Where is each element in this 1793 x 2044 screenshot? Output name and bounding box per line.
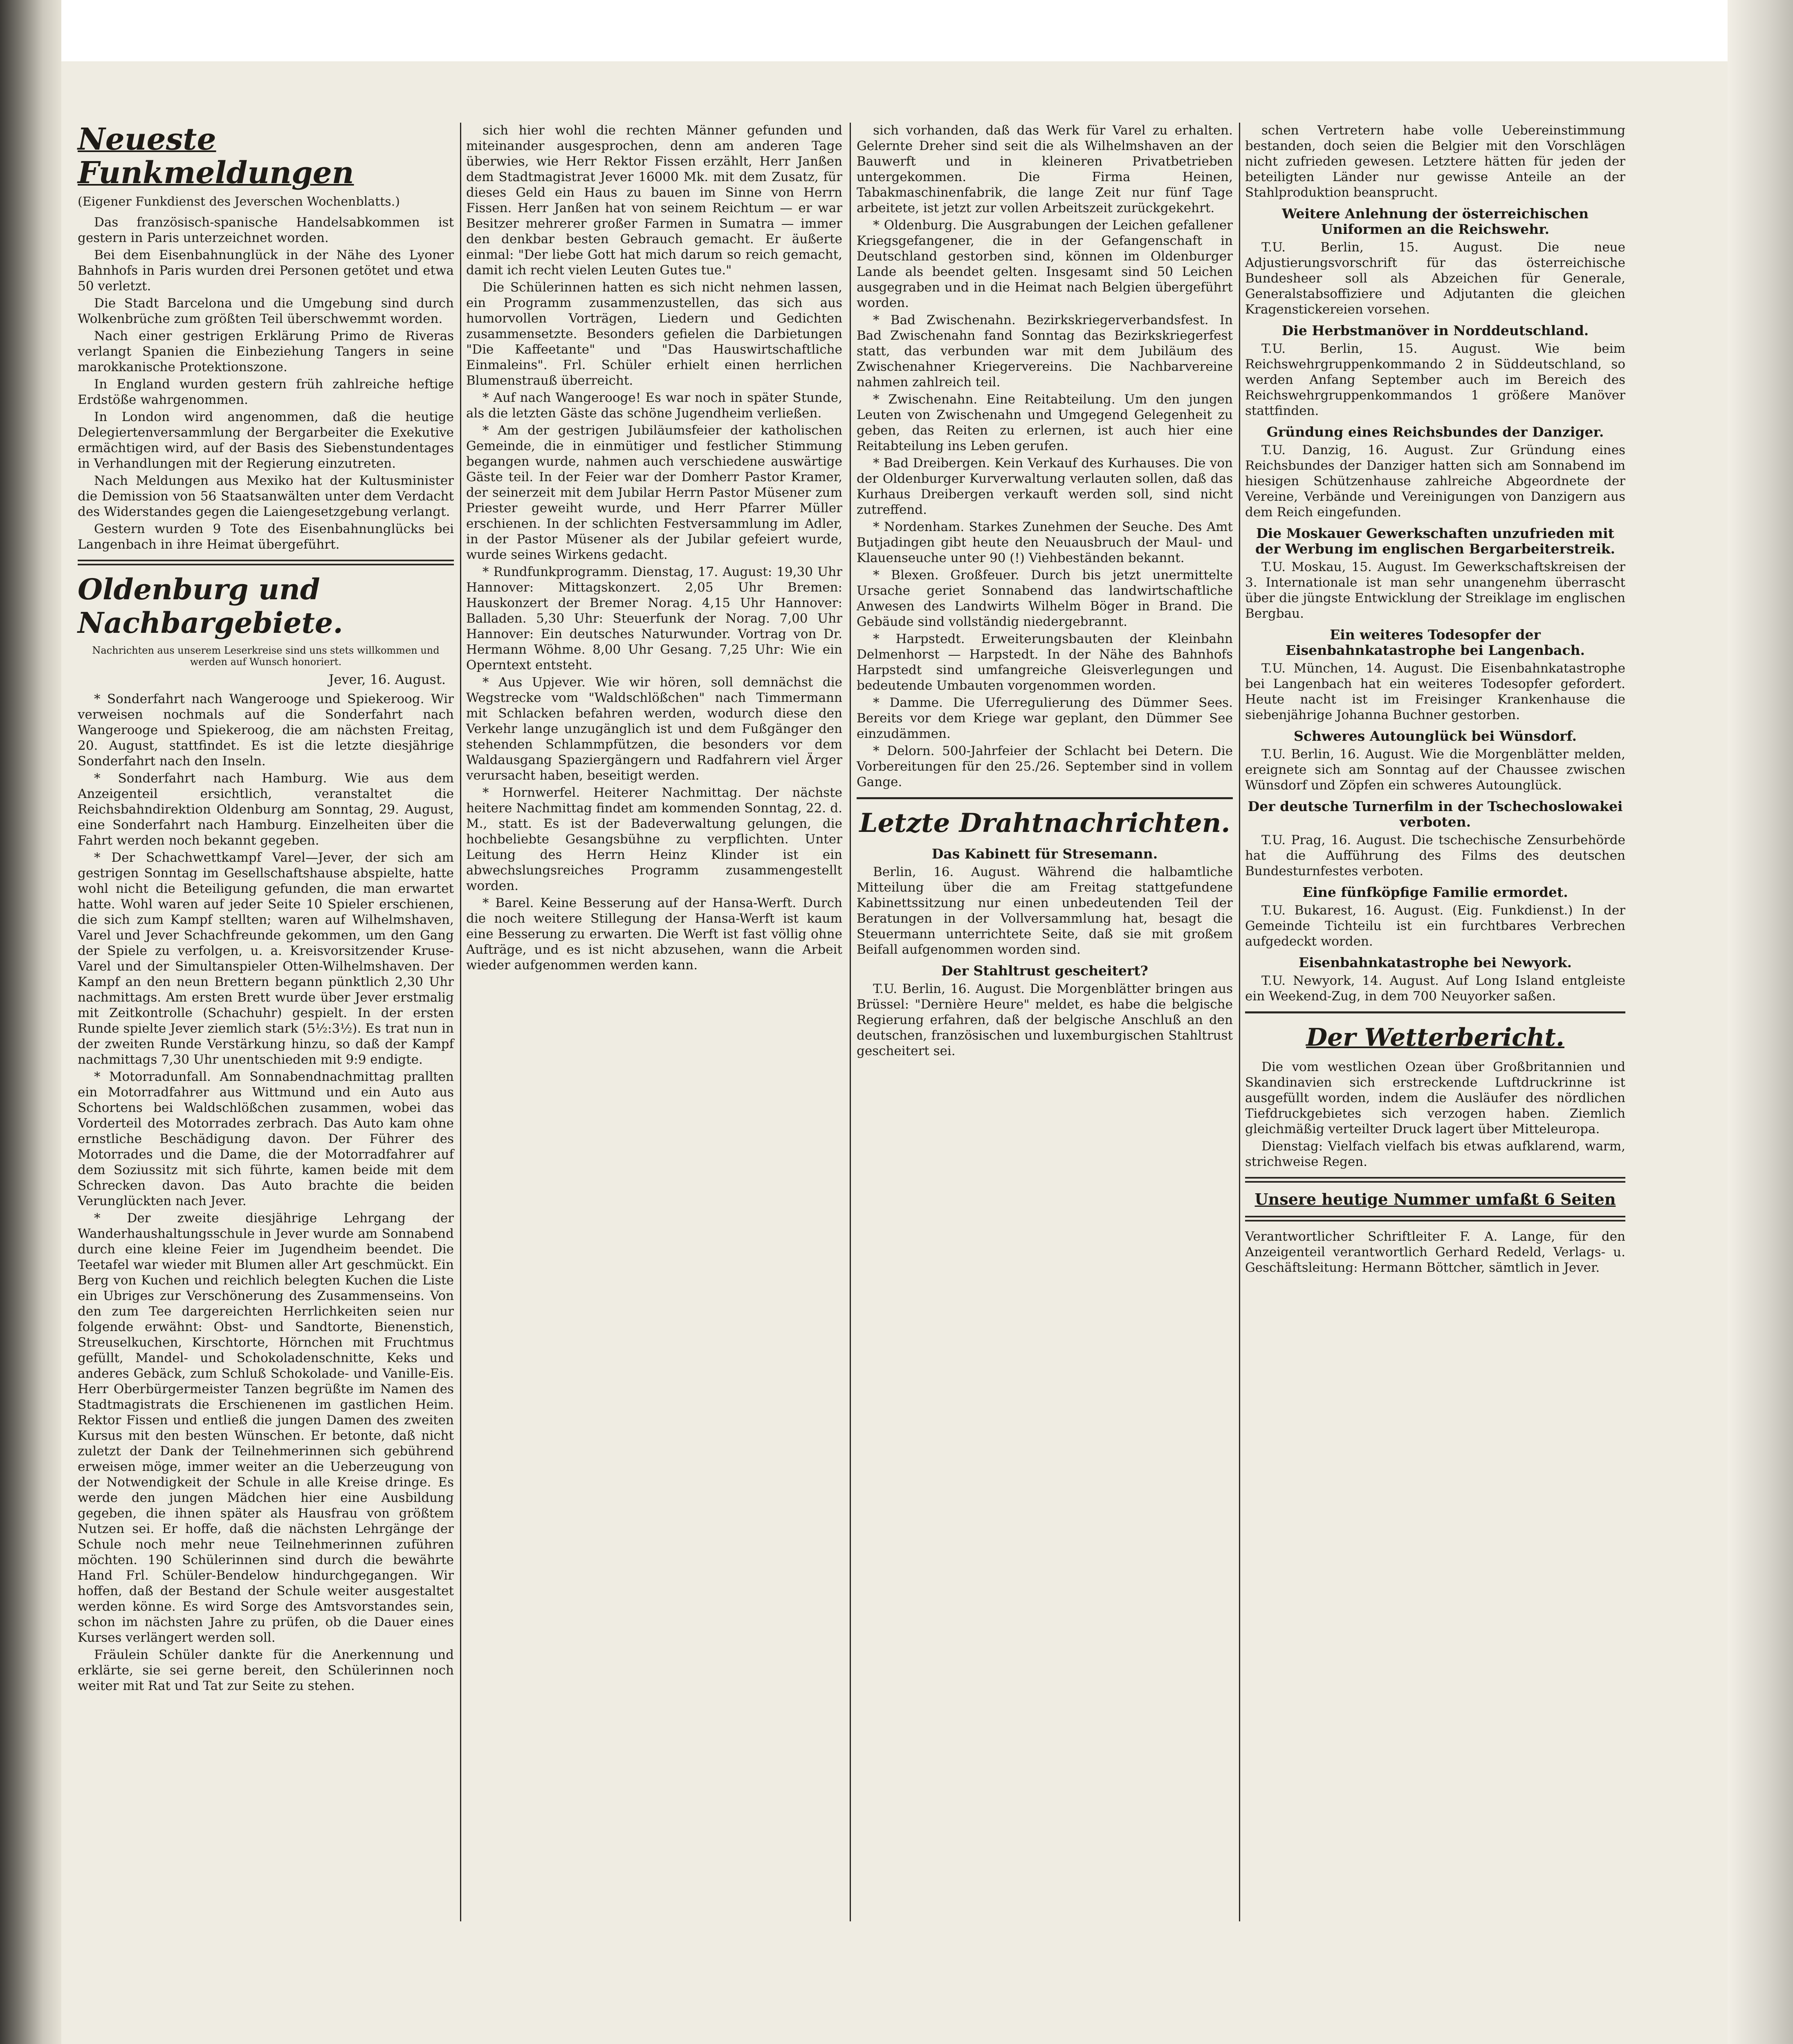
- scan-right-edge: [1728, 0, 1793, 2044]
- paragraph: sich vorhanden, daß das Werk für Varel zu erhalten. Gelernte Dreher sind seit die als Wilhelmshaven an der Bauwerft und in kleineren Privatbetrieben untergekommen. Die Firma Heinen, Tabakmaschinenfabrik, die lange Zeit nur fünf Tage arbeitete, ist jetzt zur vollen Arbeitszeit zurückgekehrt.: [857, 123, 1233, 215]
- paragraph: Fräulein Schüler dankte für die Anerkennung und erklärte, sie sei gerne bereit, den Schülerinnen noch weiter mit Rat und Tat zur Seite zu stehen.: [78, 1647, 454, 1693]
- paragraph: Nach Meldungen aus Mexiko hat der Kultusminister die Demission von 56 Staatsanwälten unter dem Verdacht des Widerstandes gegen die Laiengesetzgebung verlangt.: [78, 473, 454, 519]
- reader-note: Nachrichten aus unserem Leserkreise sind uns stets willkommen und werden auf Wunsch honoriert.: [92, 645, 440, 668]
- paragraph: * Motorradunfall. Am Sonnabendnachmittag prallten ein Motorradfahrer aus Wittmund und ein Auto aus Schortens bei Waldschlößchen zusammen, wobei das Vorderteil des Motorrades zerbrach. Das Auto kam ohne ernstliche Beschädigung davon. Der Führer des Motorrades und die Dame, die der Motorradfahrer auf dem Soziussitz mit sich führte, kamen beide mit dem Schrecken davon. Das Auto brachte die beiden Verunglückten nach Jever.: [78, 1069, 454, 1208]
- subhead: Die Moskauer Gewerkschaften unzufrieden mit der Werbung im englischen Bergarbeiterstreik.: [1255, 525, 1615, 557]
- forecast: Dienstag: Vielfach vielfach bis etwas aufklarend, warm, strichweise Regen.: [1245, 1139, 1625, 1169]
- funkmeldungen-body: [78, 215, 454, 552]
- paragraph: T.U. Berlin, 16. August. Die Morgenblätter bringen aus Brüssel: "Dernière Heure" meldet, es habe die belgische Regierung erfahren, daß der belgische Anschluß an den deutschen, französischen und luxemburgischen Stahltrust gescheitert sei.: [857, 982, 1233, 1058]
- paragraph: Das französisch-spanische Handelsabkommen ist gestern in Paris unterzeichnet worden.: [78, 215, 454, 245]
- paragraph: * Zwischenahn. Eine Reitabteilung. Um den jungen Leuten von Zwischenahn und Umgegend Gelegenheit zu geben, das Reiten zu erlernen, ist auch hier eine Reitabteilung ins Leben gerufen.: [857, 392, 1233, 453]
- subhead: Weitere Anlehnung der österreichischen Uniformen an die Reichswehr.: [1281, 206, 1589, 237]
- section-divider: [1245, 1177, 1625, 1183]
- paragraph: * Sonderfahrt nach Hamburg. Wie aus dem Anzeigenteil ersichtlich, veranstaltet die Reichsbahndirektion Oldenburg am Sonntag, 29. August, eine Sonderfahrt nach Hamburg. Einzelheiten über die Fahrt werden noch bekannt gegeben.: [78, 771, 454, 848]
- cabinet-subhead: Das Kabinett für Stresemann.: [931, 846, 1158, 862]
- paragraph: * Am der gestrigen Jubiläumsfeier der katholischen Gemeinde, die in einmütiger und festlicher Stimmung begangen wurde, nahmen auch verschiedene auswärtige Gäste teil. In der Feier war der Domherr Pastor Kramer, der seinerzeit mit dem Jubilar Herrn Pastor Müsener zum Priester geweiht wurde, und Herr Pfarrer Müller erschienen. In der schlichten Festversammlung im Adler, in der Pastor Müsener als der Jubilar gefeiert wurde, wurde seines Wirkens gedacht.: [466, 423, 842, 562]
- column-3: [857, 123, 1233, 1060]
- weather-body: [1245, 1059, 1625, 1170]
- column-rule: [460, 123, 461, 1921]
- imprint: Verantwortlicher Schriftleiter F. A. Lange, für den Anzeigenteil verantwortlich Gerhard Redeld, Verlags- u. Geschäftsleitung: Hermann Böttcher, sämtlich in Jever.: [1245, 1229, 1625, 1275]
- subhead: Der deutsche Turnerfilm in der Tschechoslowakei verboten.: [1248, 798, 1623, 830]
- subhead: Ein weiteres Todesopfer der Eisenbahnkatastrophe bei Langenbach.: [1285, 627, 1585, 658]
- oldenburg-body: [78, 691, 454, 1694]
- paragraph: T.U. Danzig, 16. August. Zur Gründung eines Reichsbundes der Danziger hatten sich am Sonnabend im hiesigen Schützenhause zahlreiche Abgeordnete der Vereine, Verbände und Vereinigungen von Danzigern aus dem Reich eingefunden.: [1245, 443, 1625, 520]
- paragraph: T.U. Berlin, 15. August. Wie beim Reichswehrgruppenkommando 2 in Süddeutschland, so werden Anfang September auch im Bereich des Reichswehrgruppenkommandos 1 größere Manöver stattfinden.: [1245, 341, 1625, 418]
- paragraph: Die Stadt Barcelona und die Umgebung sind durch Wolkenbrüche zum größten Teil überschwemmt worden.: [78, 296, 454, 326]
- section-divider: [1245, 1216, 1625, 1221]
- paragraph: * Sonderfahrt nach Wangerooge und Spiekeroog. Wir verweisen nochmals auf die Sonderfahrt nach Wangerooge und Spiekeroog, die am nächsten Freitag, 20. August, stattfindet. Es ist die letzte diesjährige Sonderfahrt nach den Inseln.: [78, 692, 454, 769]
- column-2: [466, 123, 842, 975]
- paragraph: T.U. Newyork, 14. August. Auf Long Island entgleiste ein Weekend-Zug, in dem 700 Neuyorker saßen.: [1245, 973, 1625, 1004]
- paragraph: * Barel. Keine Besserung auf der Hansa-Werft. Durch die noch weitere Stillegung der Hansa-Werft ist kaum eine Besserung zu erwarten. Die Werft ist fast völlig ohne Aufträge, und es ist nicht abzusehen, wann die Arbeit wieder aufgenommen werden kann.: [466, 896, 842, 973]
- paragraph: T.U. Berlin, 16. August. Wie die Morgenblätter melden, ereignete sich am Sonntag auf der Chaussee zwischen Wünsdorf und Zöpfen ein schweres Autounglück.: [1245, 747, 1625, 793]
- subhead: Eine fünfköpfige Familie ermordet.: [1302, 884, 1568, 900]
- column-4: [1245, 123, 1625, 1275]
- paragraph: * Hornwerfel. Heiterer Nachmittag. Der nächste heitere Nachmittag findet am kommenden Sonntag, 22. d. M., statt. Es ist der Badeverwaltung gelungen, die hochbeliebte Gesangsbühne zu verpflichten. Unter Leitung des Herrn Heinz Klinder ist ein abwechslungsreiches Programm zusammengestellt worden.: [466, 785, 842, 893]
- paragraph: * Blexen. Großfeuer. Durch bis jetzt unermittelte Ursache geriet Sonnabend das landwirtschaftliche Anwesen des Landwirts Wilhelm Böger in Brand. Die Gebäude sind vollständig niedergebrannt.: [857, 568, 1233, 629]
- paragraph: Die vom westlichen Ozean über Großbritannien und Skandinavien sich erstreckende Luftdruckrinne ist ausgefüllt worden, indem die Ausläufer des nördlichen Tiefdruckgebietes sich verzogen haben. Ziemlich gleichmäßig verteilter Druck lagert über Mitteleuropa.: [1245, 1060, 1625, 1136]
- paragraph: * Bad Dreibergen. Kein Verkauf des Kurhauses. Die von der Oldenburger Kurverwaltung verlauten sollen, daß das Kurhaus Dreibergen verkauft werden soll, sind nicht zutreffend.: [857, 456, 1233, 517]
- subhead: Eisenbahnkatastrophe bei Newyork.: [1299, 955, 1572, 970]
- paragraph: * Der Schachwettkampf Varel—Jever, der sich am gestrigen Sonntag im Gesellschaftshause abspielte, hatte wohl nicht die Beteiligung gefunden, die man erwartet hatte. Wohl waren auf jeder Seite 10 Spieler erschienen, die sich zum Kampf stellten; waren auf Wilhelmshaven, Varel und Jever Schachfreunde gekommen, um den Gang der Spiele zu verfolgen, u. a. Kreisvorsitzender Kruse-Varel und der Simultanspieler Otten-Wilhelmshaven. Der Kampf an den neun Brettern begann pünktlich 2,30 Uhr nachmittags. Am ersten Brett wurde über Jever erstmalig mit Zeitkontrolle (Schachuhr) gespielt. In der ersten Runde spielte Jever ziemlich stark (5½:3½). Es trat nun in der zweiten Runde Verstärkung hinzu, so daß der Kampf nachmittags 7,30 Uhr unentschieden mit 9:9 endigte.: [78, 850, 454, 1067]
- paragraph: Bei dem Eisenbahnunglück in der Nähe des Lyoner Bahnhofs in Paris wurden drei Personen getötet und etwa 50 verletzt.: [78, 248, 454, 294]
- paragraph: T.U. Moskau, 15. August. Im Gewerkschaftskreisen der 3. Internationale ist man sehr unangenehm überrascht über die jüngste Entwicklung der Streiklage im englischen Bergbau.: [1245, 560, 1625, 621]
- scan-binding-edge: [0, 0, 61, 2044]
- paragraph: Die Schülerinnen hatten es sich nicht nehmen lassen, ein Programm zusammenzustellen, das sich aus humorvollen Vorträgen, Liedern und Gedichten zusammensetzte. Besonders gefielen die Darbietungen "Die Kaffeetante" und "Das Hauswirtschaftliche Einmaleins". Frl. Schüler erhielt einen herrlichen Blumenstrauß überreicht.: [466, 280, 842, 388]
- paragraph: * Auf nach Wangerooge! Es war noch in später Stunde, als die letzten Gäste das schöne Jugendheim verließen.: [466, 390, 842, 421]
- section-divider: [78, 560, 454, 565]
- page-count-notice: Unsere heutige Nummer umfaßt 6 Seiten: [1254, 1190, 1616, 1208]
- column-1: [78, 123, 454, 1695]
- paragraph: T.U. Prag, 16. August. Die tschechische Zensurbehörde hat die Aufführung des Films des deutschen Bundesturnfestes verboten.: [1245, 833, 1625, 879]
- oldenburg-title: Oldenburg und Nachbargebiete.: [78, 572, 343, 640]
- drahtnachrichten-body: [857, 864, 1233, 1059]
- column-rule: [850, 123, 851, 1921]
- paragraph: T.U. Berlin, 15. August. Die neue Adjustierungsvorschrift für das österreichische Bundesheer soll als Abzeichen für Generale, Generalstabsoffiziere und Adjutanten die gleichen Kragenstickereien vorsehen.: [1245, 240, 1625, 317]
- column-rule: [1239, 123, 1240, 1921]
- paragraph: schen Vertretern habe volle Uebereinstimmung bestanden, doch seien die Belgier mit den Vorschlägen nicht zufrieden gewesen. Letztere hätten für jeden der beteiligten Länder nur gewisse Anteile an der Stahlproduktion beansprucht.: [1245, 123, 1625, 200]
- drahtnachrichten-title: Letzte Drahtnachrichten.: [859, 808, 1230, 838]
- section-divider: [857, 797, 1233, 799]
- paragraph: sich hier wohl die rechten Männer gefunden und miteinander ausgesprochen, denn am anderen Tage überwies, wie Herr Rektor Fissen erzählt, Herr Janßen dem Stadtmagistrat Jever 16000 Mk. mit dem Zusatz, für dieses Geld ein Haus zu bauen im Sinne von Herrn Fissen. Herr Janßen hat von seinem Reichtum — er war Besitzer mehrerer großer Farmen in Sumatra — immer den denkbar besten Gebrauch gemacht. Er äußerte einmal: "Der liebe Gott hat mich darum so reich gemacht, damit ich recht vielen Leuten Gutes tue.": [466, 123, 842, 278]
- dateline: Jever, 16. August.: [328, 672, 446, 687]
- paragraph: Nach einer gestrigen Erklärung Primo de Riveras verlangt Spanien die Einbeziehung Tangers in seine marokkanische Protektionszone.: [78, 329, 454, 374]
- paragraph: * Harpstedt. Erweiterungsbauten der Kleinbahn Delmenhorst — Harpstedt. In der Nähe des Bahnhofs Harpstedt sind umfangreiche Gleisverlegungen und bedeutende Umbauten vorgenommen worden.: [857, 632, 1233, 693]
- paragraph: * Rundfunkprogramm. Dienstag, 17. August: 19,30 Uhr Hannover: Mittagskonzert. 2,05 Uhr Bremen: Hauskonzert der Bremer Norag. 4,15 Uhr Hannover: Balladen. 5,30 Uhr: Steuerfunk der Norag. 7,00 Uhr Hannover: Ein deutsches Naturwunder. Vortrag von Dr. Hermann Wöhme. 8,00 Uhr Gesang. 7,25 Uhr: Wie ein Operntext entsteht.: [466, 565, 842, 672]
- paragraph: * Bad Zwischenahn. Bezirkskriegerverbandsfest. In Bad Zwischenahn fand Sonntag das Bezirkskriegerfest statt, das verbunden war mit dem Jubiläum des Zwischenahner Kriegervereins. Die Nachbarvereine nahmen zahlreich teil.: [857, 313, 1233, 390]
- column-3-body: [857, 123, 1233, 790]
- paragraph: In England wurden gestern früh zahlreiche heftige Erdstöße wahrgenommen.: [78, 377, 454, 407]
- paragraph: * Oldenburg. Die Ausgrabungen der Leichen gefallener Kriegsgefangener, die in der Gefangenschaft in Deutschland gestorben sind, können im Oldenburger Lande als beendet gelten. Insgesamt sind 50 Leichen ausgegraben und in die Heimat nach Belgien übergeführt worden.: [857, 218, 1233, 310]
- subhead: Gründung eines Reichsbundes der Danziger.: [1266, 424, 1604, 440]
- paragraph: T.U. München, 14. August. Die Eisenbahnkatastrophe bei Langenbach hat ein weiteres Todesopfer gefordert. Heute nacht ist im Freisinger Krankenhause die siebenjährige Johanna Buchner gestorben.: [1245, 661, 1625, 722]
- weather-title: Der Wetterbericht.: [1306, 1023, 1564, 1052]
- subhead: Schweres Autounglück bei Wünsdorf.: [1293, 728, 1577, 744]
- paragraph: In London wird angenommen, daß die heutige Delegiertenversammlung der Bergarbeiter die Exekutive ermächtigen wird, auf der Basis des Siebenstundentages in Verhandlungen mit der Regierung einzutreten.: [78, 410, 454, 471]
- subhead: Die Herbstmanöver in Norddeutschland.: [1281, 323, 1589, 338]
- paragraph: * Nordenham. Starkes Zunehmen der Seuche. Des Amt Butjadingen gibt heute den Neuausbruch der Maul- und Klauenseuche unter 90 (!) Viehbeständen bekannt.: [857, 520, 1233, 565]
- paragraph: * Der zweite diesjährige Lehrgang der Wanderhaushaltungsschule in Jever wurde am Sonnabend durch eine kleine Feier im Jugendheim beendet. Die Teetafel war wieder mit Blumen aller Art geschmückt. Ein Berg von Kuchen und reichlich belegten Kuchen die Liste ein Ubriges zur Verschönerung des Zusammenseins. Von den zum Tee dargereichten Herrlichkeiten seien nur folgende erwähnt: Obst- und Sandtorte, Bienenstich, Streuselkuchen, Kirschtorte, Hörnchen mit Fruchtmus gefüllt, Mandel- und Schokoladenschnitte, Keks und anderes Gebäck, zum Schluß Schokolade- und Vanille-Eis. Herr Oberbürgermeister Tanzen begrüßte im Namen des Stadtmagistrats die Erschienenen im gastlichen Heim. Rektor Fissen und entließ die jungen Damen des zweiten Kursus mit den besten Wünschen. Er betonte, daß nicht zuletzt der Dank der Teilnehmerinnen sich gebührend erweisen möge, immer weiter an die Ueberzeugung von der Notwendigkeit der Schule in alle Kreise dringe. Es werde den jungen Mädchen hier eine Ausbildung gegeben, die ihnen später als Hausfrau von größtem Nutzen sei. Er hoffe, daß die nächsten Lehrgänge der Schule noch mehr neue Teilnehmerinnen zuführen möchten. 190 Schülerinnen sind durch die bewährte Hand Frl. Schüler-Bendelow hindurchgegangen. Wir hoffen, daß der Bestand der Schule weiter ausgestaltet werden könne. Es wird Sorge des Amtsvorstandes sein, schon im nächsten Jahre zu prüfen, ob die Dauer eines Kurses verlängert werden soll.: [78, 1211, 454, 1645]
- funkmeldungen-title: Neueste Funkmeldungen: [78, 122, 354, 191]
- paragraph: * Damme. Die Uferregulierung des Dümmer Sees. Bereits vor dem Kriege war geplant, den Dümmer See einzudämmen.: [857, 695, 1233, 741]
- column-4-body: [1245, 123, 1625, 1004]
- paragraph: * Aus Upjever. Wie wir hören, soll demnächst die Wegstrecke vom "Waldschlößchen" nach Timmermann mit Schlacken befahren werden, wodurch diese den Verkehr lange unzugänglich ist und dem Fußgänger den stehenden Schlammpfützen, die besonders vor dem Waldausgang Spaziergängern und Radfahrern viel Ärger verursacht haben, beseitigt werden.: [466, 675, 842, 783]
- paragraph: Gestern wurden 9 Tote des Eisenbahnunglücks bei Langenbach in ihre Heimat übergeführt.: [78, 522, 454, 552]
- paragraph: T.U. Bukarest, 16. August. (Eig. Funkdienst.) In der Gemeinde Tichteilu ist ein furchtbares Verbrechen aufgedeckt worden.: [1245, 903, 1625, 949]
- paragraph: * Delorn. 500-Jahrfeier der Schlacht bei Detern. Die Vorbereitungen für den 25./26. September sind in vollem Gange.: [857, 744, 1233, 789]
- funkmeldungen-subtitle: (Eigener Funkdienst des Jeverschen Wochenblatts.): [78, 195, 400, 209]
- paragraph: Berlin, 16. August. Während die halbamtliche Mitteilung über die am Freitag stattgefundene Kabinettssitzung nur einen unbedeutenden Teil der Beratungen in der Vollversammlung hat, besagt die Steuermann unterrichtete Seite, daß sie mit großem Beifall aufgenommen worden sind.: [857, 865, 1233, 957]
- subhead: Der Stahltrust gescheitert?: [941, 963, 1148, 979]
- section-divider: [1245, 1011, 1625, 1013]
- column-2-body: [466, 123, 842, 973]
